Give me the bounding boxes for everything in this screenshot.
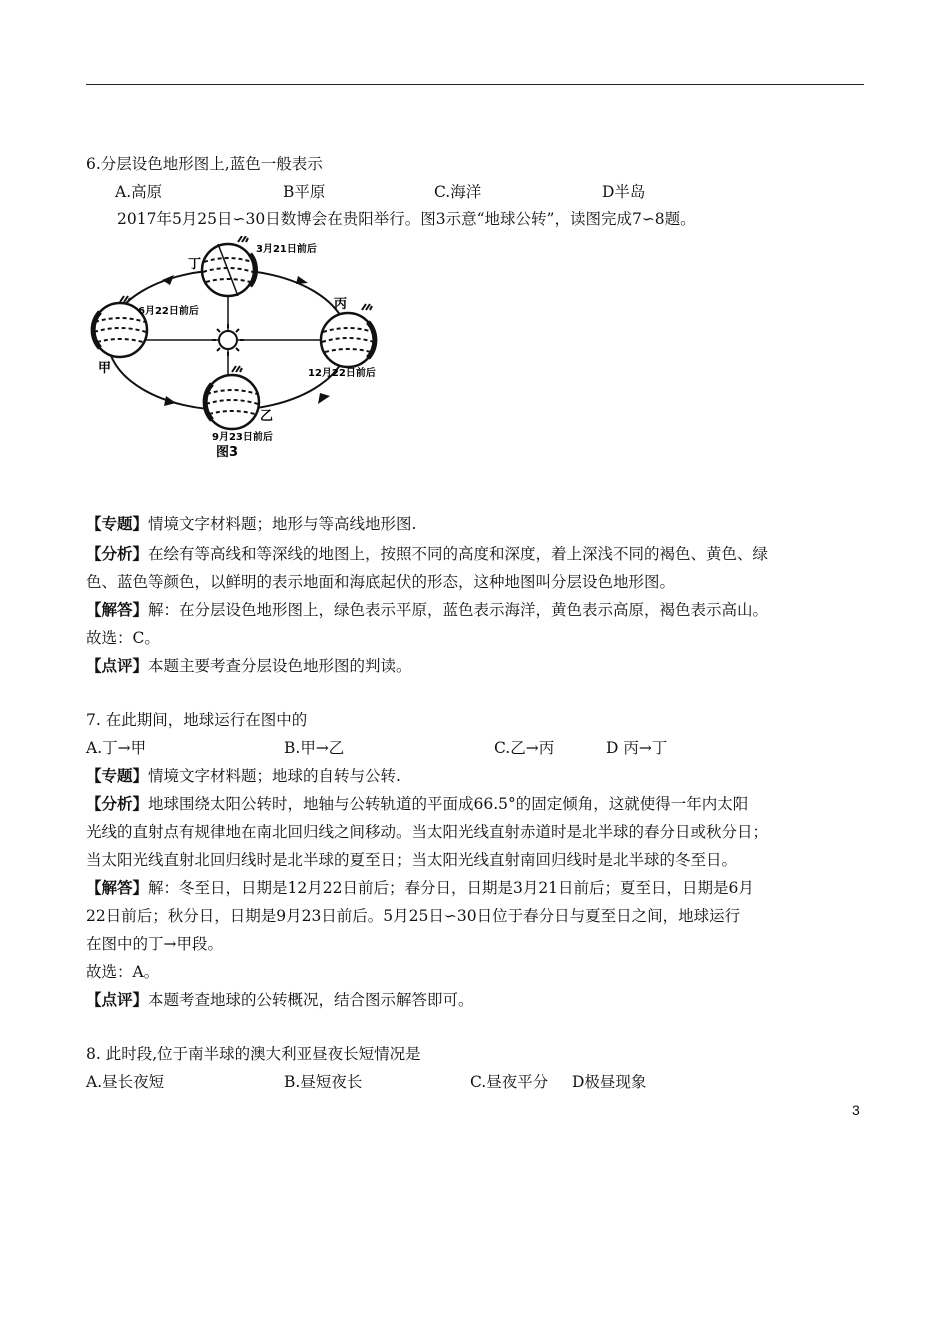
orbit-arrow — [318, 393, 330, 404]
a7-answer-2: 22日前后；秋分日，日期是9月23日前后。5月25日∽30日位于春分日与夏至日之间，地球运行 — [86, 907, 741, 925]
label-jia: 甲 — [98, 361, 112, 376]
q8-stem: 8. 此时段,位于南半球的澳大利亚昼夜长短情况是 — [86, 1045, 421, 1063]
a6-analysis-2: 色、蓝色等颜色，以鲜明的表示地面和海底起伏的形态，这种地图叫分层设色地形图。 — [86, 573, 676, 591]
earth-revolution-figure — [86, 236, 406, 466]
q7-option-b: B.甲→乙 — [284, 739, 345, 757]
q7-stem: 7. 在此期间，地球运行在图中的 — [86, 711, 308, 729]
label-dec22: 12月22日前后 — [308, 368, 376, 379]
ray-mark-icon — [120, 296, 130, 302]
a7-analysis-1: 【分析】地球围绕太阳公转时，地轴与公转轨道的平面成66.5°的固定倾角，这就使得一年内太阳 — [86, 794, 749, 813]
a7-answer-1: 【解答】解：冬至日，日期是12月22日前后；春分日，日期是3月21日前后；夏至日，日期是6月 — [86, 878, 754, 897]
q6-option-b: B平原 — [283, 183, 326, 201]
a7-analysis-2: 光线的直射点有规律地在南北回归线之间移动。当太阳光线直射赤道时是北半球的春分日或秋分日； — [86, 823, 769, 841]
q6-option-d: D半岛 — [602, 183, 646, 201]
a7-analysis-3: 当太阳光线直射北回归线时是北半球的夏至日；当太阳光线直射南回归线时是北半球的冬至日。 — [86, 851, 738, 869]
header-rule — [86, 84, 864, 85]
page-number: 3 — [852, 1102, 860, 1118]
q6-option-c: C.海洋 — [434, 183, 482, 201]
ray-mark-icon — [362, 304, 372, 310]
q8-option-c: C.昼夜平分 — [470, 1073, 549, 1091]
q7-option-a: A.丁→甲 — [86, 739, 147, 757]
a6-topic: 【专题】情境文字材料题；地形与等高线地形图. — [86, 514, 417, 533]
orbit-arrow — [164, 396, 176, 406]
orbit-arrow — [296, 276, 308, 284]
globe-dec22 — [321, 313, 375, 367]
globe-mar21 — [202, 244, 256, 296]
q6-stem: 6.分层设色地形图上,蓝色一般表示 — [86, 155, 323, 173]
q8-option-a: A.昼长夜短 — [86, 1073, 165, 1091]
label-ding: 丁 — [188, 257, 202, 272]
figure-caption: 图3 — [216, 445, 239, 460]
a6-comment: 【点评】本题主要考查分层设色地形图的判读。 — [86, 656, 412, 675]
a7-comment: 【点评】本题考查地球的公转概况，结合图示解答即可。 — [86, 990, 474, 1009]
a6-answer: 【解答】解：在分层设色地形图上，绿色表示平原，蓝色表示海洋，黄色表示高原，褐色表示高山。 — [86, 600, 769, 619]
intro-text: 2017年5月25日∽30日数博会在贵阳举行。图3示意“地球公转”，读图完成7∽8题。 — [117, 210, 696, 228]
ray-mark-icon — [232, 366, 242, 372]
a7-answer-3: 在图中的丁→甲段。 — [86, 935, 223, 953]
q8-option-d: D极昼现象 — [572, 1073, 647, 1091]
a7-topic: 【专题】情境文字材料题；地球的自转与公转. — [86, 766, 401, 785]
label-yi: 乙 — [260, 409, 274, 424]
a7-choice: 故选：A。 — [86, 963, 160, 981]
q7-option-d: D 丙→丁 — [606, 739, 668, 757]
orbit-arrow — [162, 275, 174, 285]
ray-mark-icon — [238, 236, 248, 242]
label-bing: 丙 — [334, 297, 348, 312]
label-jun22: 6月22日前后 — [138, 306, 199, 317]
a6-analysis-1: 【分析】在绘有等高线和等深线的地图上，按照不同的高度和深度，着上深浅不同的褐色、黄色、绿 — [86, 544, 769, 563]
globe-sep23 — [205, 375, 259, 429]
q8-option-b: B.昼短夜长 — [284, 1073, 363, 1091]
label-sep23: 9月23日前后 — [212, 432, 273, 443]
a6-choice: 故选：C。 — [86, 629, 160, 647]
q7-option-c: C.乙→丙 — [494, 739, 555, 757]
q6-option-a: A.高原 — [115, 183, 163, 201]
label-mar21: 3月21日前后 — [256, 244, 317, 255]
